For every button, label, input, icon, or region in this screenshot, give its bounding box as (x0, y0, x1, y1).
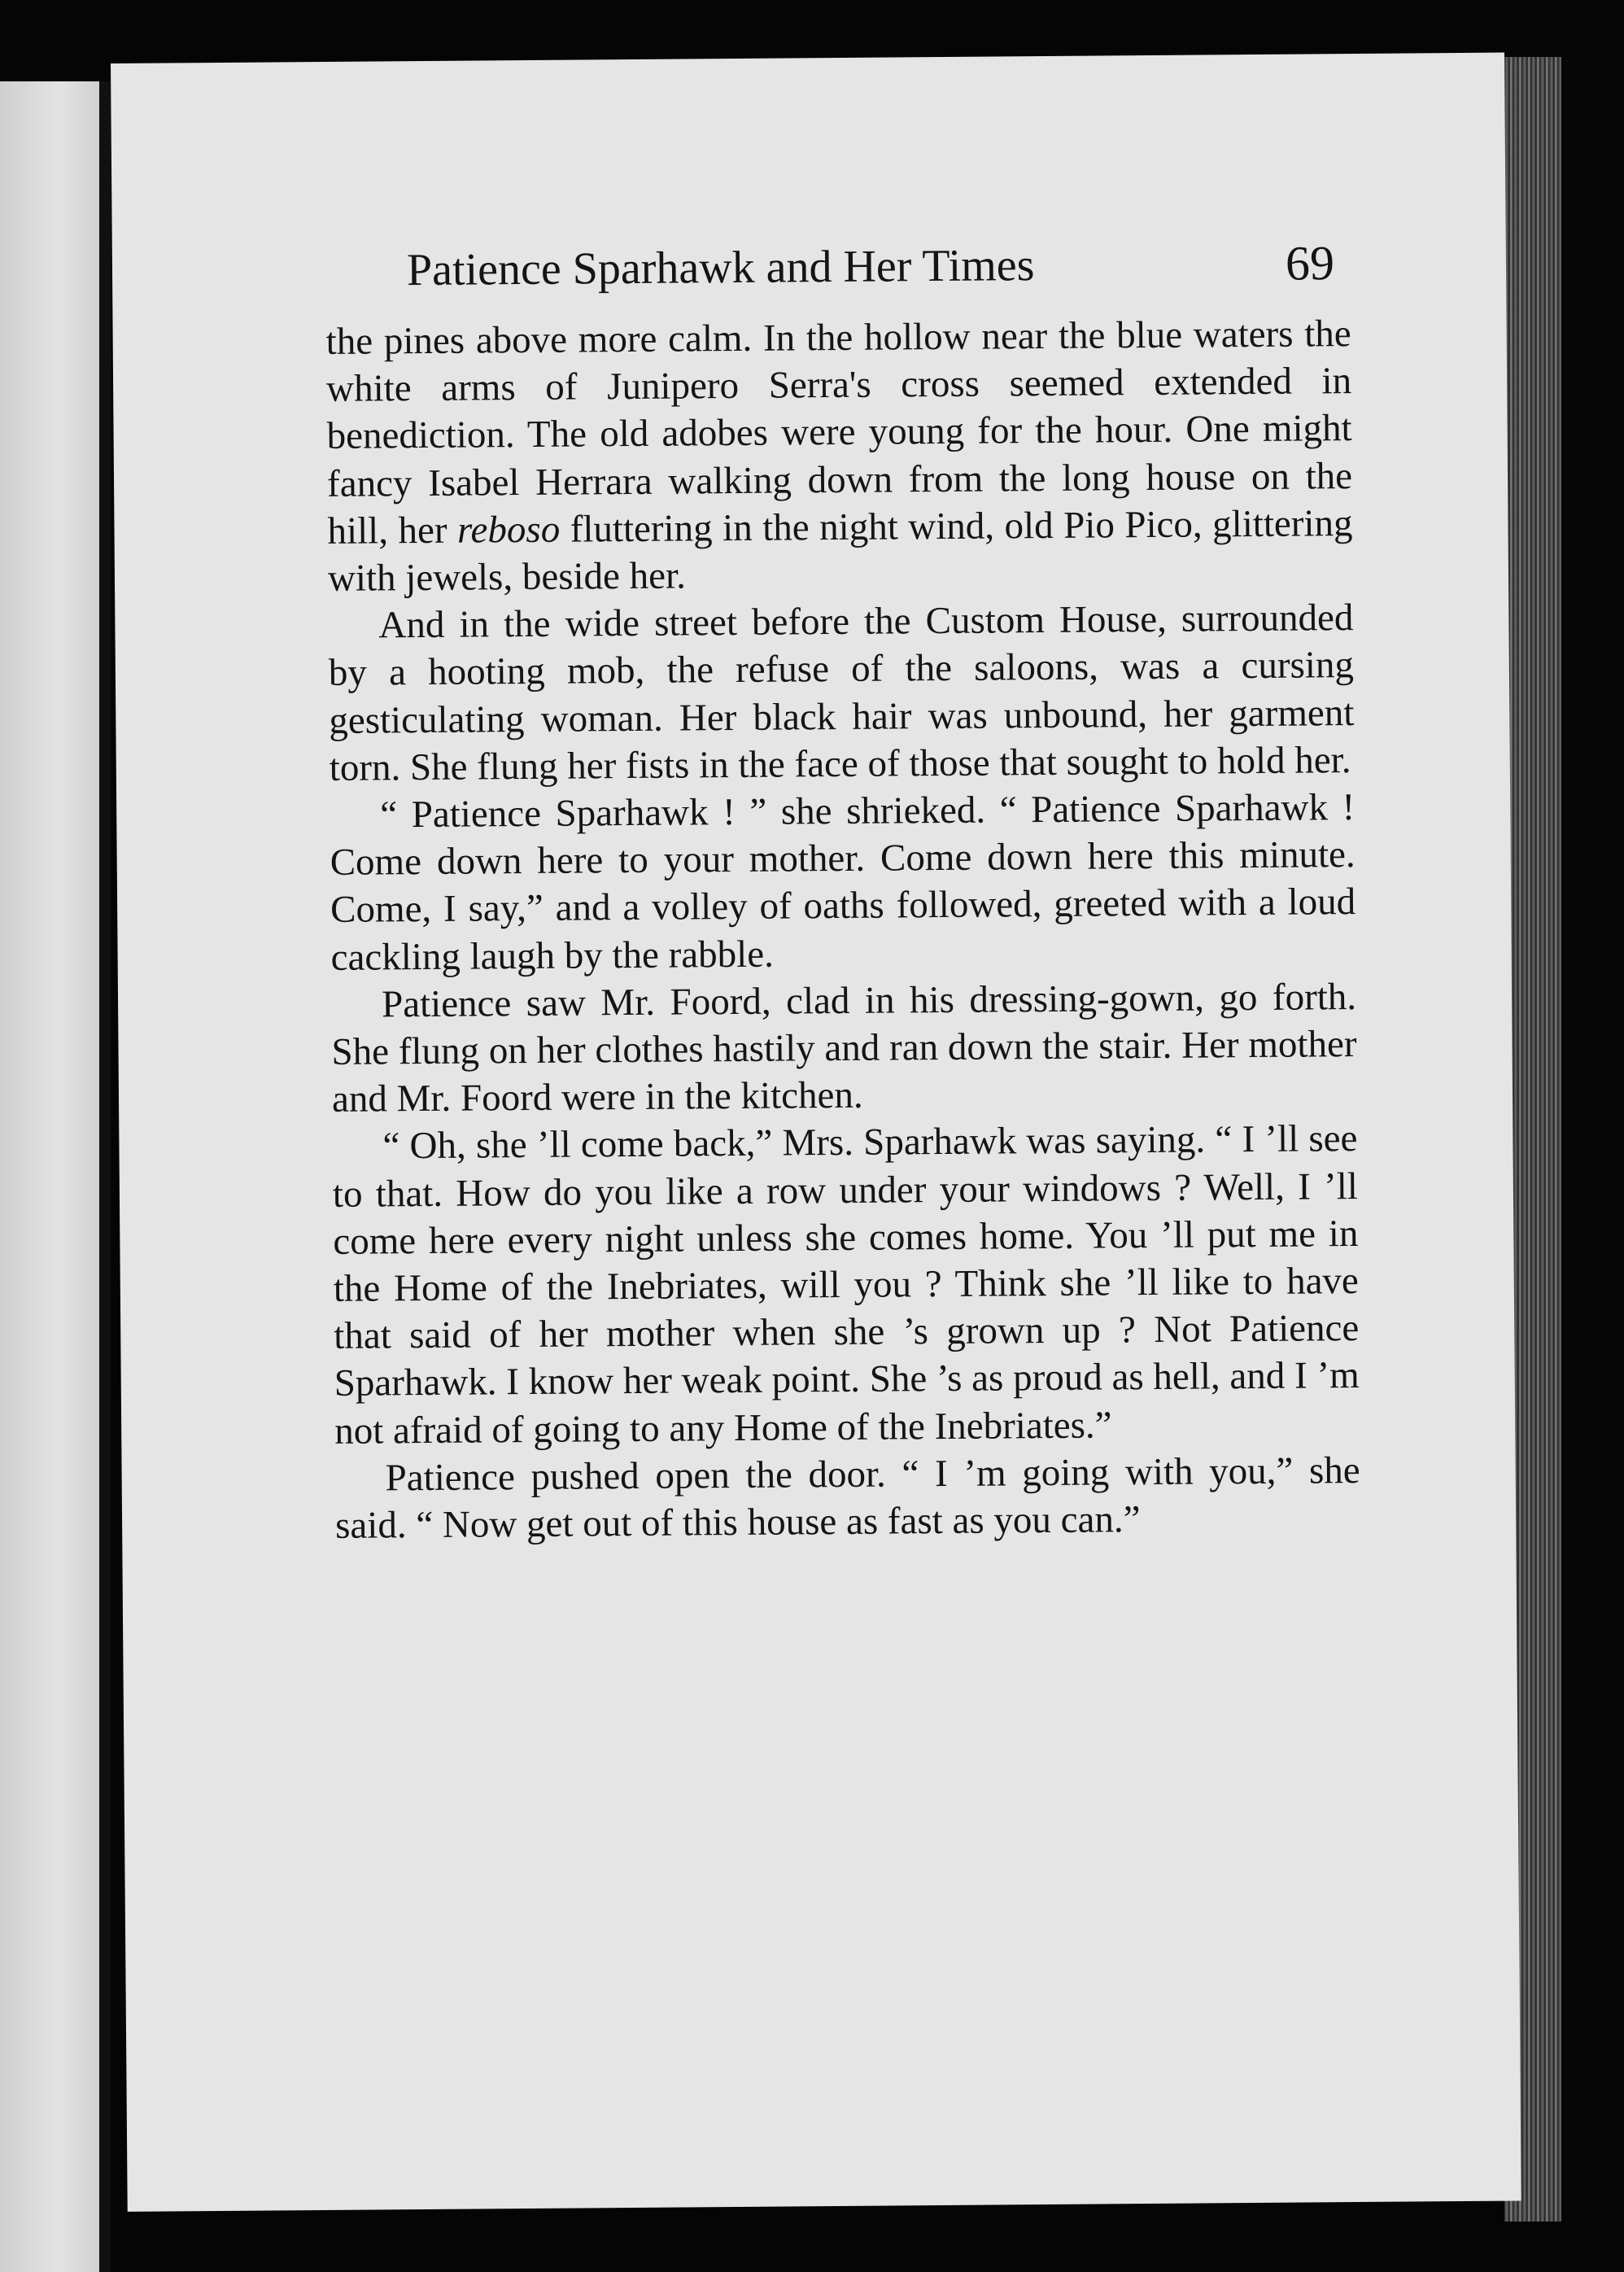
paragraph (325, 310, 1353, 602)
body-text (325, 310, 1360, 1549)
paragraph: “ Oh, she ’ll come back,” Mrs. Sparhawk was saying. “ I ’ll see to that. How do you like a row under your windows ? Well, I ’ll come here every night unless she comes home. You ’ll put me in the Home of the Inebriates, will you ? Think she ’ll like to have that said of her mother when she ’s grown up ? Not Patience Sparhawk. I know her weak point. She ’s as proud as hell, and I ’m not afraid of going to any Home of the Inebriates.” (332, 1117, 1360, 1453)
facing-page-edge (0, 81, 99, 2272)
italic-word: reboso (456, 508, 561, 552)
running-title: Patience Sparhawk and Her Times (406, 240, 1035, 296)
scan-border (1561, 49, 1624, 2272)
book-gutter (99, 81, 111, 2272)
paragraph: Patience saw Mr. Foord, clad in his dressing-gown, go forth. She flung on her clothes hastily and ran down the stair. Her mother and Mr. Foord were in the kitchen. (331, 975, 1357, 1121)
book-page (111, 53, 1521, 2212)
page-number: 69 (1285, 236, 1335, 291)
paragraph-text: the pines above more calm. In the hollow near the blue waters the white arms of Junipero Serra's cross seemed extended in benediction. The old adobes were young for the hour. One might fancy Isabel Herrara walking down from the long house on the hill, her (325, 312, 1353, 553)
paragraph-text: fluttering in the night wind, old Pio Pico, glittering with jewels, beside her. (327, 501, 1353, 600)
paragraph: And in the wide street before the Custom House, surrounded by a hooting mob, the refuse of the saloons, was a cursing gesticulating woman. Her black hair was unbound, her garment torn. She flung her fists in the face of those that sought to hold her. (328, 596, 1355, 789)
paragraph: “ Patience Sparhawk ! ” she shrieked. “ Patience Sparhawk ! Come down here to your mother. Come down here this minute. Come, I say,” and a volley of oaths followed, greeted with a loud cackling laugh by the rabble. (330, 786, 1356, 979)
paragraph: Patience pushed open the door. “ I ’m going with you,” she said. “ Now get out of this house as fast as you can.” (334, 1448, 1360, 1547)
